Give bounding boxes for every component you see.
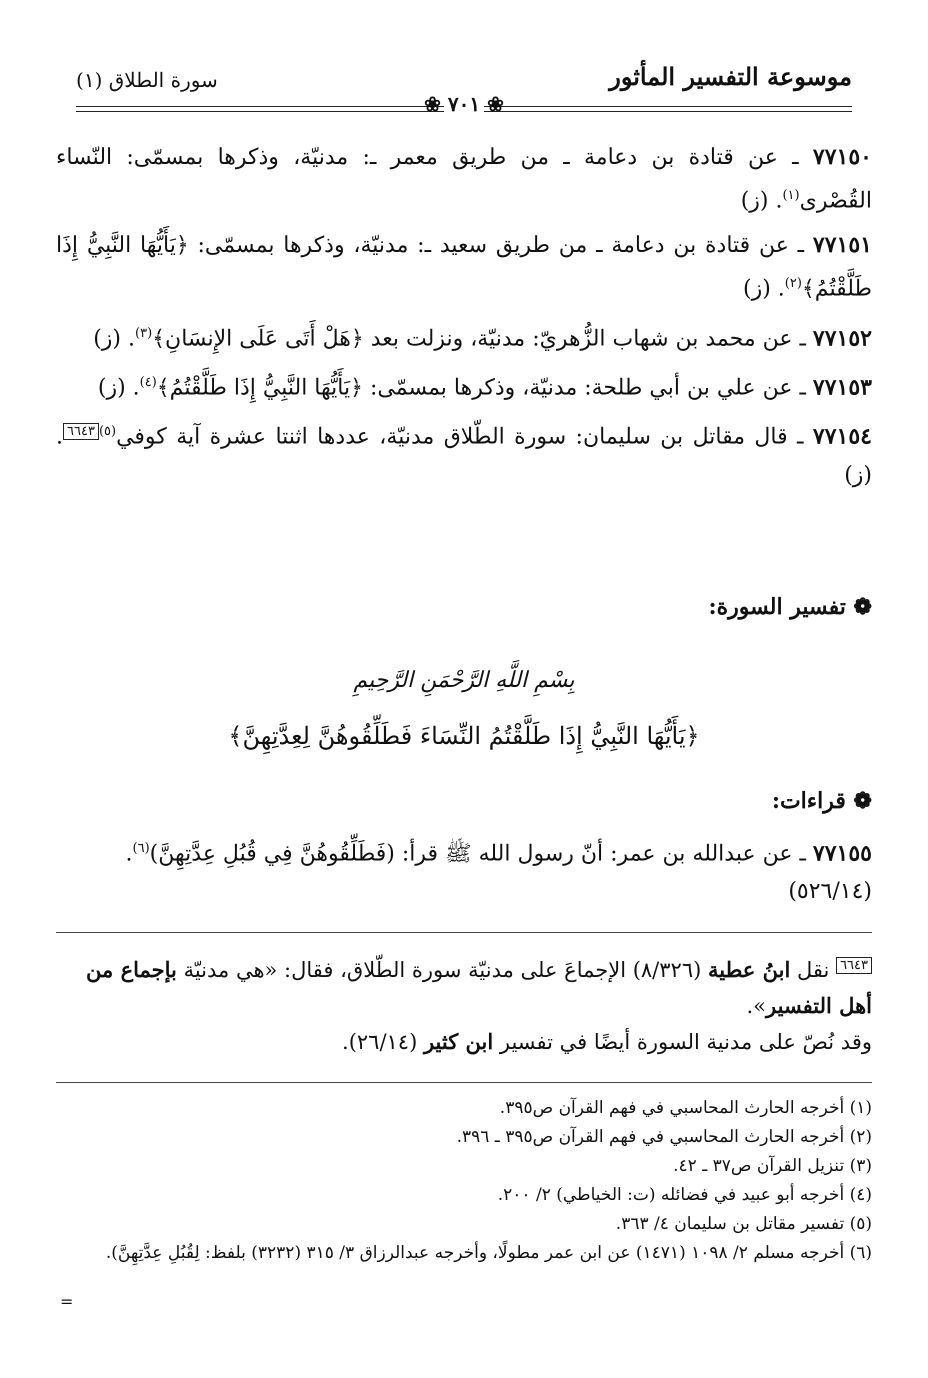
page-number-value: ٧٠١	[447, 92, 481, 116]
footnote: (٥) تفسير مقاتل بن سليمان ٤/ ٣٦٣.	[615, 1214, 872, 1234]
footnote-ref[interactable]: (٣)	[135, 325, 153, 341]
footnote: (٢) أخرجه الحارث المحاسبي في فهم القرآن ص٣٩٥ ـ ٣٩٦.	[456, 1127, 872, 1147]
basmala: بِسْمِ اللَّهِ الرَّحْمَنِ الرَّحِيمِ	[353, 668, 575, 693]
entry-number: ٧٧١٥٢	[812, 324, 872, 351]
footnote-ref[interactable]: (٥)	[98, 424, 117, 440]
note-text: (٨/٣٢٦) الإجماعَ على مدنيّة سورة الطّلاق، فقال: «هي مدنيّة	[176, 958, 708, 982]
entry-end: . (ز)	[742, 276, 785, 302]
entry-number: ٧٧١٥٤	[812, 423, 872, 450]
note-para-2	[56, 1024, 872, 1060]
surah-title: سورة الطلاق (١)	[76, 68, 218, 92]
entry-end: . (ز)	[93, 325, 135, 351]
entry	[56, 138, 872, 220]
entry-number: ٧٧١٥٠	[812, 144, 872, 170]
footnote-ref[interactable]: (١)	[782, 188, 800, 203]
entry-number: ٧٧١٥٣	[812, 374, 872, 401]
footnote: (٣) تنزيل القرآن ص٣٧ ـ ٤٢.	[673, 1156, 872, 1176]
footnote: (٤) أخرجه أبو عبيد في فضائله (ت: الخياطي) ٢/ ٢٠٠.	[497, 1185, 872, 1205]
entry-readings	[56, 830, 872, 911]
entry-text: ـ عن قتادة بن دعامة ـ من طريق سعيد ـ: مدنيّة، وذكرها بمسمّى: ﴿يَأَيُّهَا النَّبِيُّ إِذَا طَلَّقْتُمُ﴾	[56, 233, 872, 302]
entry-text: ـ قال مقاتل بن سليمان: سورة الطّلاق مدنيّة، عددها اثنتا عشرة آية كوفي	[116, 424, 813, 450]
note-text: (٢٦/١٤).	[342, 1030, 424, 1054]
entry-text: ـ عن قتادة بن دعامة ـ من طريق معمر ـ: مدنيّة، وذكرها بمسمّى: النّساء القُصْرى	[56, 145, 872, 214]
rule-right	[484, 106, 852, 112]
margin-mark: =	[60, 1292, 74, 1311]
footnote-separator	[56, 1082, 872, 1083]
footnotes	[56, 1094, 872, 1268]
footnote: (١) أخرجه الحارث المحاسبي في فهم القرآن ص٣٩٥.	[499, 1098, 872, 1118]
note-quote: بإجماع من أهل التفسير	[86, 957, 872, 1018]
note-para-1	[56, 948, 872, 1024]
entry-text: ـ عن محمد بن شهاب الزُّهريّ: مدنيّة، ونزلت بعد ﴿هَلْ أَتَى عَلَى الإِنسَانِ﴾	[152, 325, 813, 351]
entry-number: ٧٧١٥٥	[812, 840, 872, 867]
rule-left	[76, 106, 444, 112]
entry-end: . (ز)	[56, 424, 872, 488]
note-text: وقد نُصّ على مدنية السورة أيضًا في تفسير	[493, 1030, 872, 1054]
comment-ref-box[interactable]: ٦٦٤٣	[63, 423, 99, 440]
footnote-ref[interactable]: (٢)	[784, 276, 802, 292]
entry	[56, 226, 872, 308]
ayah-text: ﴿يَأَيُّهَا النَّبِيُّ إِذَا طَلَّقْتُمُ النِّسَاءَ فَطَلِّقُوهُنَّ لِعِدَّتِهِنَّ﴾	[228, 722, 700, 750]
section-heading-readings: ❁ قراءات:	[771, 788, 872, 814]
note-text: نقل	[790, 958, 837, 982]
entry-end: . (ز)	[740, 188, 783, 214]
entry	[56, 413, 872, 494]
entries-list	[56, 138, 872, 501]
note-text: ».	[746, 994, 767, 1018]
book-title: موسوعة التفسير المأثور	[609, 62, 852, 91]
entry-text: ـ عن علي بن أبي طلحة: مدنيّة، وذكرها بمسمّى: ﴿يَأَيُّهَا النَّبِيُّ إِذَا طَلَّقْتُمُ﴾	[156, 375, 813, 401]
footnote: (٦) أخرجه مسلم ٢/ ١٠٩٨ (١٤٧١) عن ابن عمر مطولًا، وأخرجه عبدالرزاق ٣/ ٣١٥ (٣٢٣٢) بلفظ: لِقُبُلِ عِدَّتِهِنَّ).	[105, 1243, 872, 1263]
note-author: ابن كثير	[423, 1029, 494, 1054]
footnote-ref[interactable]: (٤)	[139, 374, 157, 390]
commentary-note	[56, 948, 872, 1060]
entry	[56, 364, 872, 407]
page-number: ❀ ٧٠١ ❀	[424, 92, 504, 116]
entry-number: ٧٧١٥١	[812, 232, 872, 259]
entry-end: . (ز)	[97, 375, 140, 401]
entry-text: ـ عن عبدالله بن عمر: أنّ رسول الله ﷺ قرأ: (فَطَلِّقُوهُنَّ فِي قُبُلِ عِدَّتِهِنَّ)	[149, 841, 813, 867]
entry	[56, 315, 872, 358]
separator	[56, 932, 872, 933]
comment-ref-box: ٦٦٤٣	[836, 957, 872, 974]
entry-end: . (٥٢٦/١٤)	[125, 841, 872, 905]
note-author: ابنُ عطية	[707, 957, 791, 982]
footnote-ref[interactable]: (٦)	[132, 841, 150, 856]
header-rule	[76, 92, 852, 118]
section-heading-tafsir: ❁ تفسير السورة:	[708, 594, 872, 620]
